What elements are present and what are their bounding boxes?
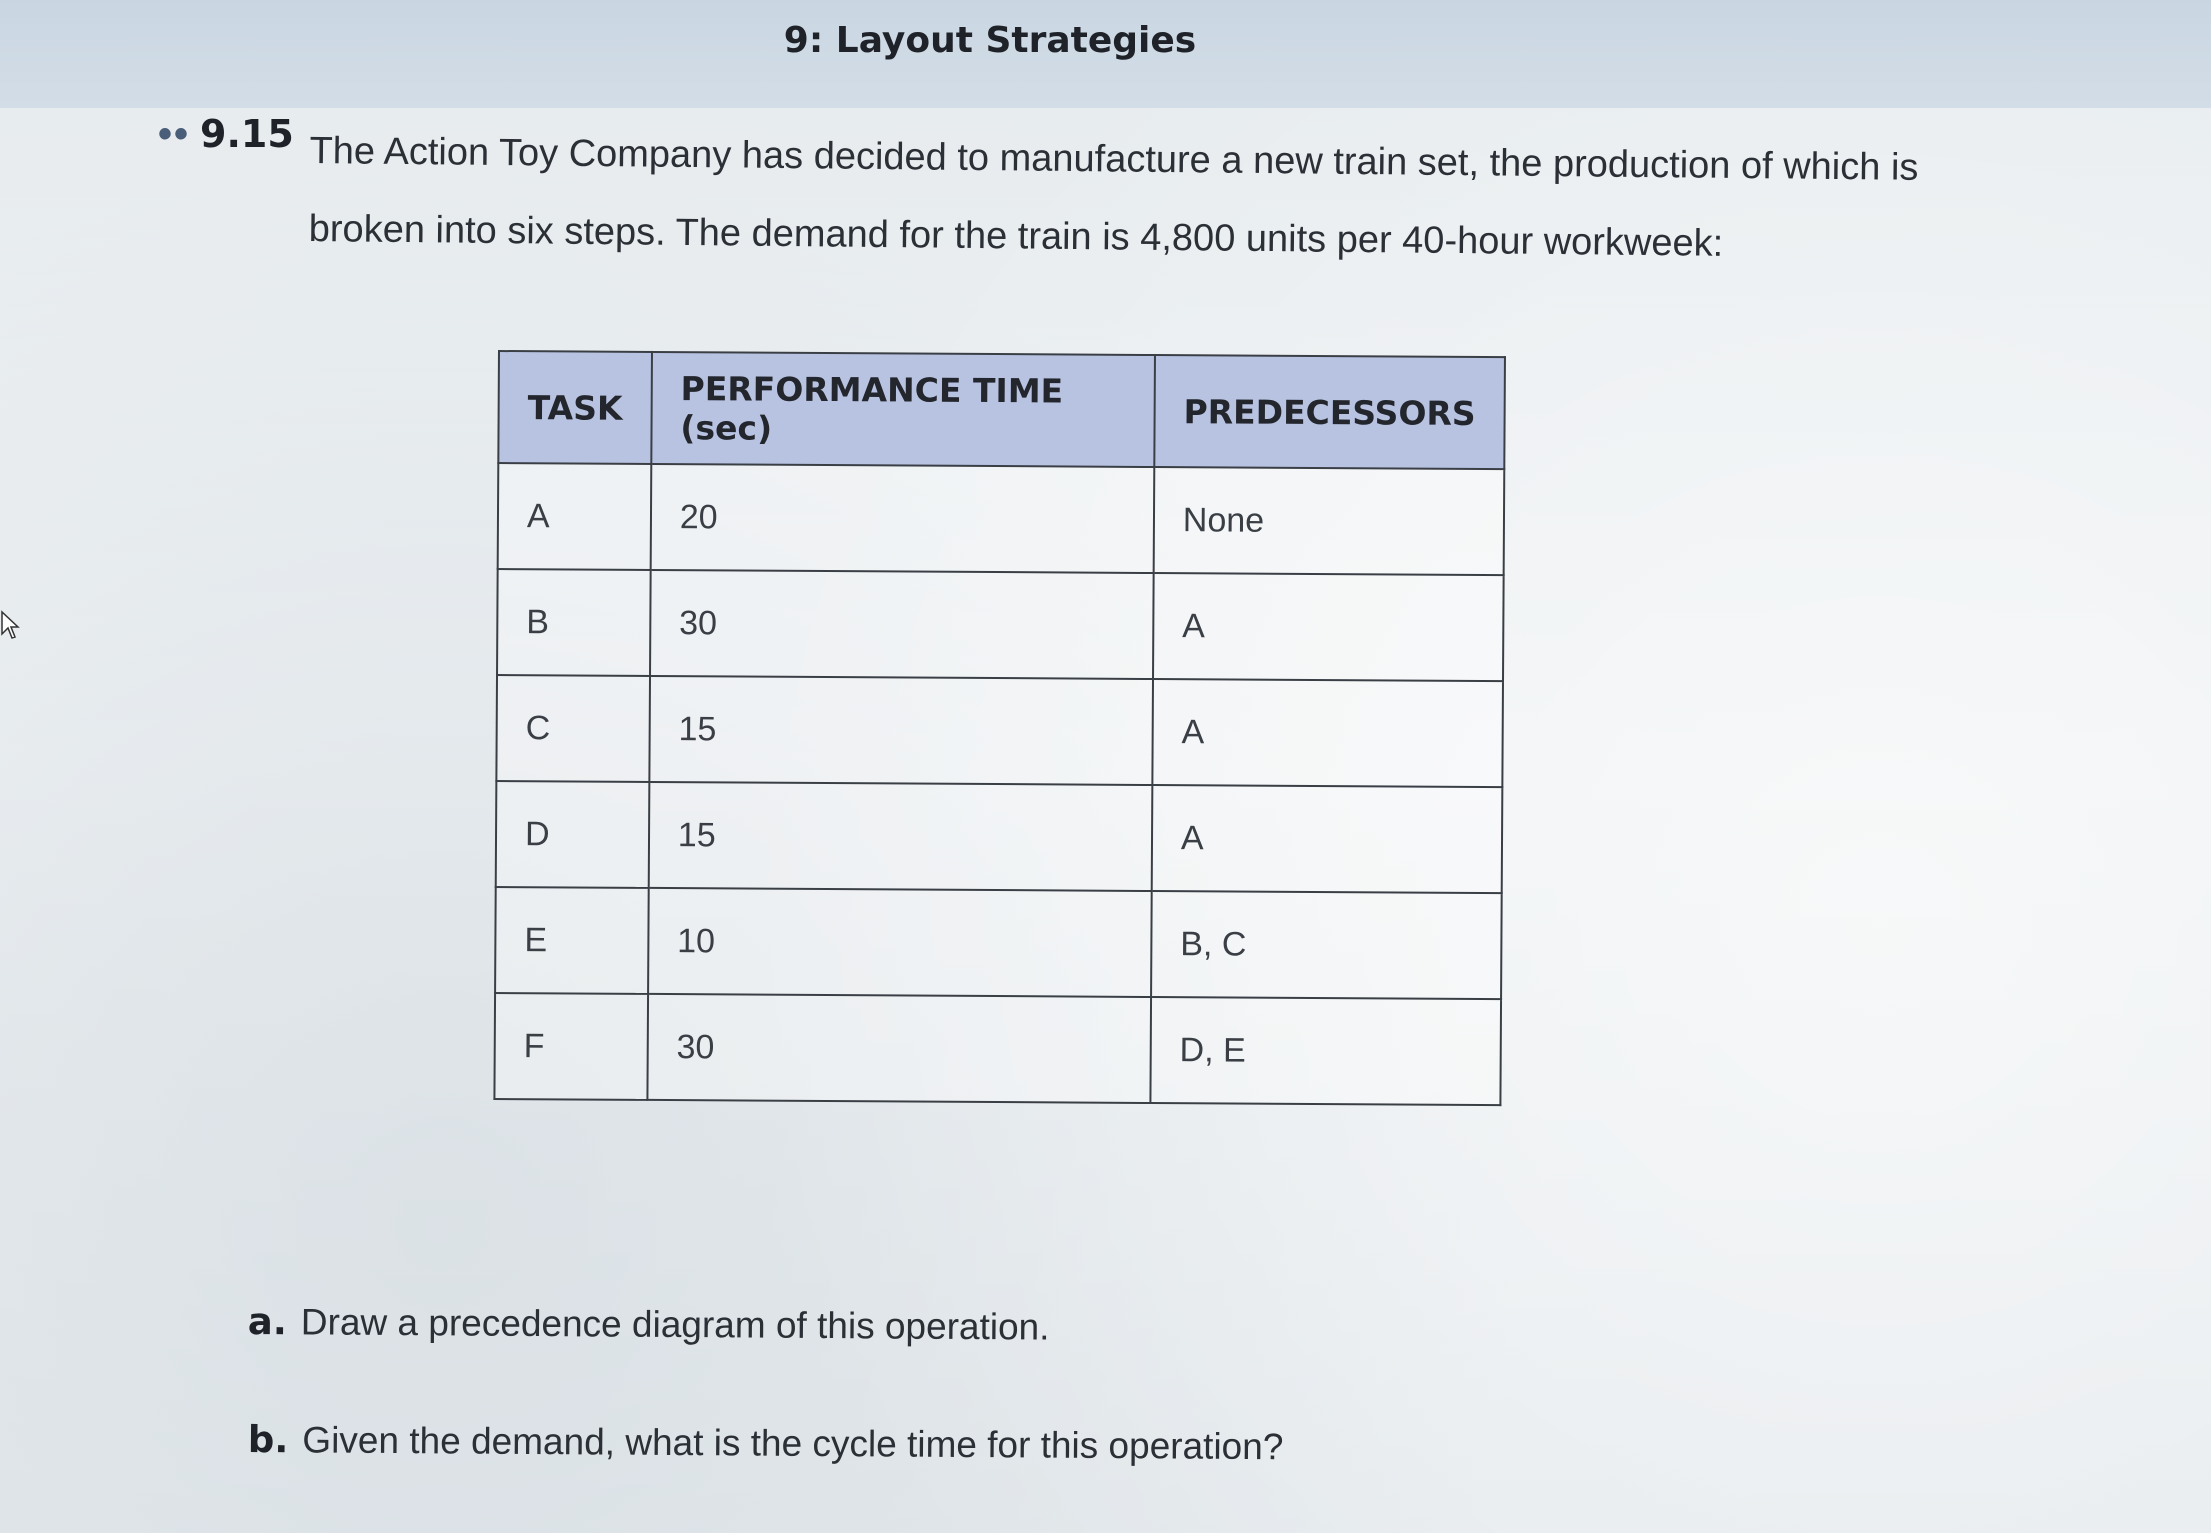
question-b xyxy=(248,1418,1284,1468)
question-a-letter: a. xyxy=(247,1300,288,1344)
cell-task: E xyxy=(495,887,648,994)
table-row xyxy=(494,993,1501,1105)
table-header-row xyxy=(498,351,1505,469)
chapter-title: 9: Layout Strategies xyxy=(783,20,1197,61)
cell-predecessors: A xyxy=(1153,573,1504,681)
cell-task: D xyxy=(496,781,649,888)
table-row xyxy=(495,887,1502,999)
task-table xyxy=(493,350,1506,1106)
cell-task: F xyxy=(494,993,647,1100)
difficulty-dots: •• xyxy=(158,112,191,156)
cell-time: 15 xyxy=(649,782,1153,891)
header-task: TASK xyxy=(498,351,652,464)
question-a-text: Draw a precedence diagram of this operation. xyxy=(300,1301,1050,1348)
cell-time: 20 xyxy=(650,464,1154,573)
cell-time: 10 xyxy=(648,888,1152,997)
question-b-text: Given the demand, what is the cycle time for this operation? xyxy=(302,1419,1284,1468)
cell-task: C xyxy=(496,675,649,782)
question-b-letter: b. xyxy=(247,1418,289,1462)
problem-statement: The Action Toy Company has decided to manufacture a new train set, the production of which is broken into six steps. The demand for the train is 4,800 units per 40-hour workweek: xyxy=(308,129,1919,265)
task-table-container xyxy=(493,350,1506,1106)
cell-task: A xyxy=(498,463,651,570)
mouse-cursor-icon xyxy=(0,610,20,640)
cell-predecessors: None xyxy=(1154,467,1505,575)
cell-time: 15 xyxy=(649,676,1153,785)
cell-time: 30 xyxy=(650,570,1154,679)
question-a xyxy=(248,1300,1050,1349)
header-performance-time: PERFORMANCE TIME (sec) xyxy=(651,352,1155,467)
cell-predecessors: A xyxy=(1152,785,1503,893)
cell-predecessors: D, E xyxy=(1150,997,1501,1105)
cell-predecessors: A xyxy=(1152,679,1503,787)
cell-predecessors: B, C xyxy=(1151,891,1502,999)
cell-time: 30 xyxy=(647,994,1151,1103)
table-row xyxy=(498,463,1505,575)
problem-number: 9.15 xyxy=(200,112,294,156)
table-row xyxy=(496,781,1503,893)
table-row xyxy=(497,569,1504,681)
cell-task: B xyxy=(497,569,650,676)
table-row xyxy=(496,675,1503,787)
header-predecessors: PREDECESSORS xyxy=(1154,355,1505,469)
